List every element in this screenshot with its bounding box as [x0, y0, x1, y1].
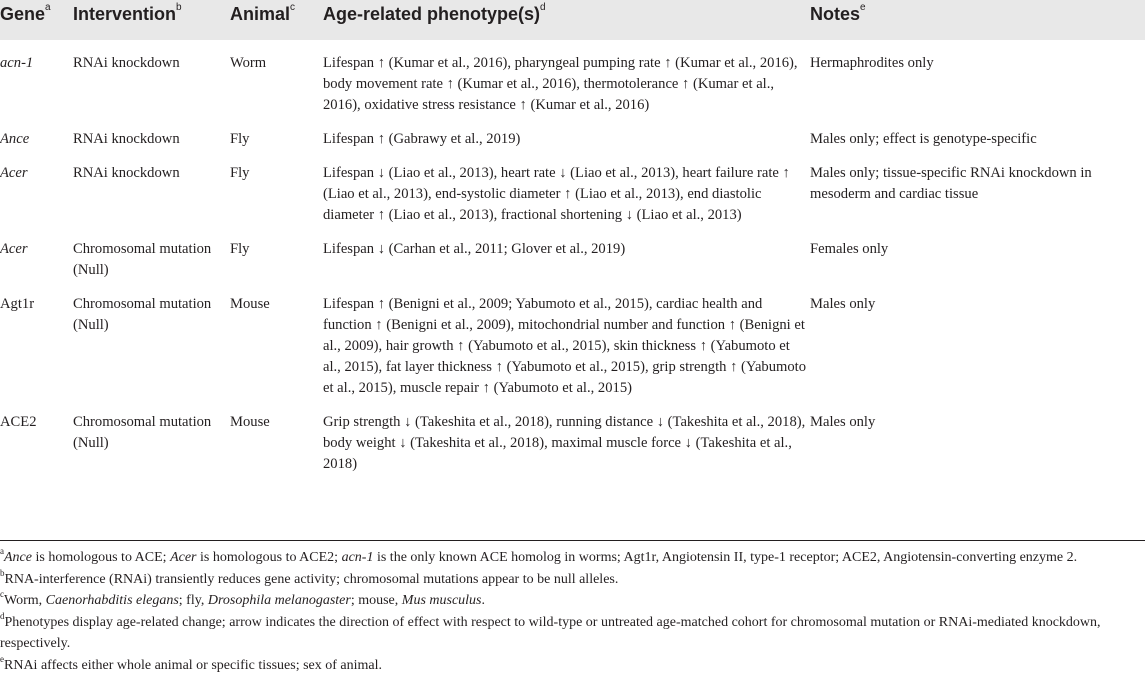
table-header-row [0, 0, 1145, 40]
table-bottom-rule [0, 540, 1145, 541]
cell-notes: Males only; effect is genotype-specific [810, 131, 1037, 147]
footnote-a: $^a$Ance is homologous to ACE; Acer is homologous to ACE2; acn-1 is the only known ACE homolog in worms; Agt1r, Angiotensin II, type-1 receptor; ACE2, Angiotensin-converting enzyme 2. [0, 546, 1078, 565]
cell-gene: Ance [0, 131, 30, 147]
footnote-c: $^c$Worm, Caenorhabditis elegans; fly, Drosophila melanogaster; mouse, Mus musculus. [0, 589, 486, 608]
cell-gene: Acer [0, 165, 28, 181]
cell-animal: Fly [230, 165, 250, 181]
cell-intervention: Chromosomal mutation (Null) [73, 414, 212, 451]
cell-notes: Males only [810, 414, 876, 430]
table-row [0, 281, 1145, 399]
table-row [0, 116, 1145, 150]
footnote-e: $^e$RNAi affects either whole animal or specific tissues; sex of animal. [0, 653, 383, 673]
cell-intervention: RNAi knockdown [73, 131, 180, 147]
cell-intervention: RNAi knockdown [73, 55, 180, 71]
cell-phenotype: Lifespan ↑ (Benigni et al., 2009; Yabumoto et al., 2015), cardiac health and function ↑ (Benigni et al., 2009), mitochondrial number and function ↑ (Benigni et al., 2009), hair growth ↑ (Yabumoto et al., 2015), skin thickness ↑ (Yabumoto et al., 2015), fat layer thickness ↑ (Yabumoto et al., 2015), grip strength ↑ (Yabumoto et al., 2015), muscle repair ↑ (Yabumoto et al., 2015) [323, 296, 807, 396]
header-notes: Notes$^e$ [810, 2, 866, 24]
cell-animal: Mouse [230, 296, 270, 312]
header-animal: Animal$^c$ [230, 2, 296, 24]
table-row [0, 150, 1145, 226]
cell-animal: Mouse [230, 414, 270, 430]
cell-notes: Females only [810, 241, 889, 257]
table-row [0, 399, 1145, 490]
header-gene: Gene$^a$ [0, 2, 51, 24]
cell-animal: Fly [230, 241, 250, 257]
cell-phenotype: Lifespan ↑ (Gabrawy et al., 2019) [323, 131, 521, 147]
cell-animal: Fly [230, 131, 250, 147]
cell-notes: Males only [810, 296, 876, 312]
cell-intervention: Chromosomal mutation (Null) [73, 241, 212, 278]
cell-phenotype: Lifespan ↓ (Carhan et al., 2011; Glover et al., 2019) [323, 241, 626, 257]
cell-phenotype: Lifespan ↑ (Kumar et al., 2016), pharyngeal pumping rate ↑ (Kumar et al., 2016), body movement rate ↑ (Kumar et al., 2016), thermotolerance ↑ (Kumar et al., 2016), oxidative stress resistance ↑ (Kumar et al., 2016) [323, 55, 798, 113]
cell-gene: ACE2 [0, 414, 37, 430]
table-row [0, 40, 1145, 116]
cell-gene: acn-1 [0, 55, 34, 71]
cell-intervention: RNAi knockdown [73, 165, 180, 181]
table-footnotes [0, 547, 1145, 676]
footnote-d: $^d$Phenotypes display age-related change; arrow indicates the direction of effect with respect to wild-type or untreated age-matched cohort for chromosomal mutation or RNAi-mediated knockdown, respectively. [0, 610, 1101, 651]
header-phenotype: Age-related $phenotype(s)^d$ [323, 2, 546, 24]
cell-gene: Agt1r [0, 296, 35, 312]
footnote-b: $^b$RNA-interference (RNAi) transiently reduces gene activity; chromosomal mutations appear to be null alleles. [0, 567, 619, 587]
cell-notes: Hermaphrodites only [810, 55, 934, 71]
cell-intervention: Chromosomal mutation (Null) [73, 296, 212, 333]
cell-phenotype: Lifespan ↓ (Liao et al., 2013), heart rate ↓ (Liao et al., 2013), heart failure rate ↑ (Liao et al., 2013), end-systolic diameter ↑ (Liao et al., 2013), end diastolic diameter ↑ (Liao et al., 2013), fractional shortening ↓ (Liao et al., 2013) [323, 165, 790, 223]
cell-notes: Males only; tissue-specific RNAi knockdown in mesoderm and cardiac tissue [810, 165, 1092, 202]
header-intervention: Intervention$^b$ [73, 2, 182, 24]
table-row [0, 226, 1145, 281]
cell-animal: Worm [230, 55, 267, 71]
cell-phenotype: Grip strength ↓ (Takeshita et al., 2018), running distance ↓ (Takeshita et al., 2018), body weight ↓ (Takeshita et al., 2018), maximal muscle force ↓ (Takeshita et al., 2018) [323, 414, 806, 472]
cell-gene: Acer [0, 241, 28, 257]
